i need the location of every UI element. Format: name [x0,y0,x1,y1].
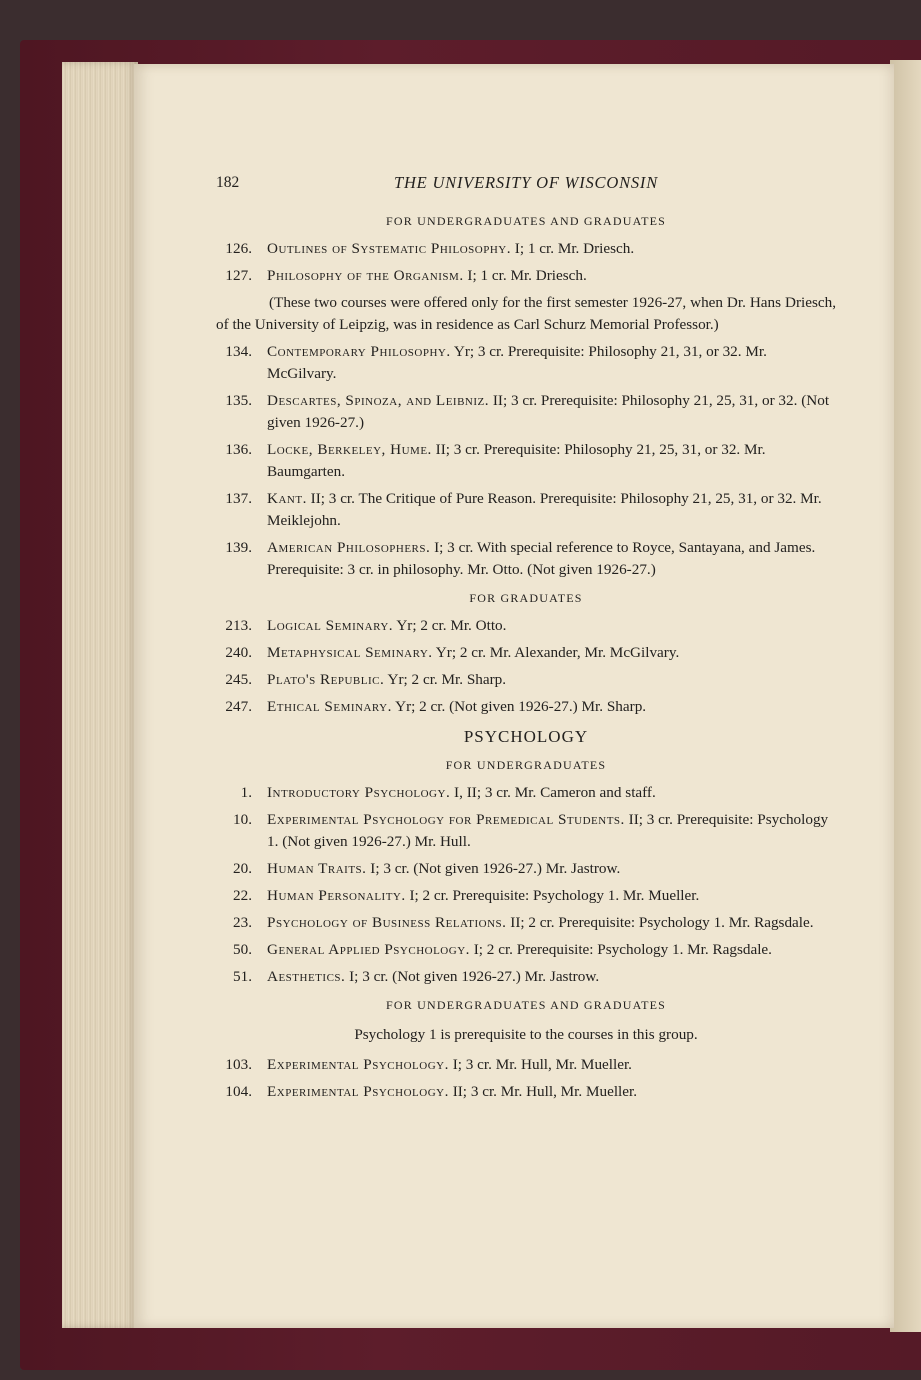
course-title: General Applied Psychology. [267,941,470,958]
course-title: Outlines of Systematic Philosophy. [267,240,511,257]
course-entry [216,669,836,691]
course-number: 103. [225,1056,252,1073]
course-details: II; 3 cr. Mr. Hull, Mr. Mueller. [448,1083,638,1100]
course-entry [216,1081,836,1103]
course-details: I; 3 cr. (Not given 1926-27.) Mr. Jastrow. [345,968,600,985]
course-entry [216,885,836,907]
course-number: 139. [225,539,252,556]
course-details: Yr; 2 cr. Mr. Sharp. [384,671,507,688]
section-subhead: FOR UNDERGRADUATES [445,758,607,772]
course-entry [216,642,836,664]
section-subhead: FOR UNDERGRADUATES AND GRADUATES [385,998,667,1012]
course-entry [216,615,836,637]
course-details: I; 2 cr. Prerequisite: Psychology 1. Mr. Ragsdale. [469,941,772,958]
section-note: Psychology 1 is prerequisite to the courses in this group. [354,1026,698,1043]
section-subhead: FOR GRADUATES [469,591,583,605]
course-number: 127. [225,267,252,284]
course-number: 126. [225,240,252,257]
course-entry [216,238,836,260]
course-number: 50. [233,941,252,958]
course-number: 213. [225,617,252,634]
page-number: 182 [216,174,240,191]
course-entry [216,1054,836,1076]
running-header [216,172,836,202]
course-title: Human Personality. [267,887,406,904]
course-details: I; 3 cr. (Not given 1926-27.) Mr. Jastrow. [366,860,621,877]
course-details: Yr; 3 cr. Prerequisite: Philosophy 21, 31, or 32. Mr. McGilvary. [267,343,767,382]
course-title: Experimental Psychology for Premedical Students. [267,811,625,828]
course-title: Contemporary Philosophy. [267,343,451,360]
course-title: Experimental Psychology. [267,1083,449,1100]
course-entry [216,488,836,532]
course-entry [216,939,836,961]
course-title: Locke, Berkeley, Hume. [267,441,432,458]
course-entry [216,966,836,988]
page-edges [62,62,138,1328]
course-title: Experimental Psychology. [267,1056,449,1073]
course-number: 245. [225,671,252,688]
course-title: Metaphysical Seminary. [267,644,433,661]
course-entry [216,341,836,385]
course-entry [216,537,836,581]
course-number: 20. [233,860,252,877]
course-entry [216,809,836,853]
course-details: I; 1 cr. Mr. Driesch. [511,240,635,257]
course-title: Aesthetics. [267,968,346,985]
course-entry [216,782,836,804]
course-details: II; 3 cr. The Critique of Pure Reason. Prerequisite: Philosophy 21, 25, 31, or 32. Mr. Meiklejohn. [267,490,822,529]
section-subhead: FOR UNDERGRADUATES AND GRADUATES [385,214,667,228]
course-details: I; 1 cr. Mr. Driesch. [463,267,587,284]
course-title: Plato's Republic. [267,671,385,688]
course-title: Descartes, Spinoza, and Leibniz. [267,392,490,409]
section-note: (These two courses were offered only for the first semester 1926-27, when Dr. Hans Driesch, of the University of Leipzig, was in residence as Carl Schurz Memorial Professor.) [216,294,836,333]
adjacent-page [890,60,921,1332]
course-title: American Philosophers. [267,539,431,556]
course-number: 134. [225,343,252,360]
course-details: II; 3 cr. Prerequisite: Philosophy 21, 25, 31, or 32. (Not given 1926-27.) [267,392,830,431]
course-number: 104. [225,1083,252,1100]
course-number: 23. [233,914,252,931]
course-entry [216,390,836,434]
course-title: Human Traits. [267,860,367,877]
course-details: Yr; 2 cr. (Not given 1926-27.) Mr. Sharp. [391,698,647,715]
catalog-page [134,64,894,1328]
course-details: II; 3 cr. Prerequisite: Philosophy 21, 25, 31, or 32. Mr. Baumgarten. [267,441,766,480]
course-title: Psychology of Business Relations. [267,914,507,931]
department-heading: PSYCHOLOGY [463,727,589,746]
course-number: 136. [225,441,252,458]
course-number: 22. [233,887,252,904]
course-title: Logical Seminary. [267,617,394,634]
course-number: 240. [225,644,252,661]
course-details: I; 3 cr. Mr. Hull, Mr. Mueller. [448,1056,632,1073]
page-content [216,172,836,1108]
course-entry [216,912,836,934]
course-title: Ethical Seminary. [267,698,392,715]
course-title: Philosophy of the Organism. [267,267,464,284]
course-number: 247. [225,698,252,715]
course-entry [216,858,836,880]
running-title: THE UNIVERSITY OF WISCONSIN [393,173,659,192]
course-entry [216,265,836,287]
course-details: II; 3 cr. Prerequisite: Psychology 1. (Not given 1926-27.) Mr. Hull. [267,811,829,850]
course-title: Kant. [267,490,307,507]
course-number: 135. [225,392,252,409]
course-details: Yr; 2 cr. Mr. Otto. [393,617,507,634]
course-details: I, II; 3 cr. Mr. Cameron and staff. [450,784,656,801]
course-entry [216,696,836,718]
course-number: 137. [225,490,252,507]
course-number: 10. [233,811,252,828]
course-details: I; 3 cr. With special reference to Royce, Santayana, and James. Prerequisite: 3 cr. in philosophy. Mr. Otto. (Not given 1926-27.) [267,539,816,578]
course-details: I; 2 cr. Prerequisite: Psychology 1. Mr. Mueller. [405,887,700,904]
course-title: Introductory Psychology. [267,784,451,801]
course-number: 1. [240,784,252,801]
course-details: II; 2 cr. Prerequisite: Psychology 1. Mr. Ragsdale. [506,914,814,931]
course-number: 51. [233,968,252,985]
course-details: Yr; 2 cr. Mr. Alexander, Mr. McGilvary. [432,644,680,661]
course-entry [216,439,836,483]
